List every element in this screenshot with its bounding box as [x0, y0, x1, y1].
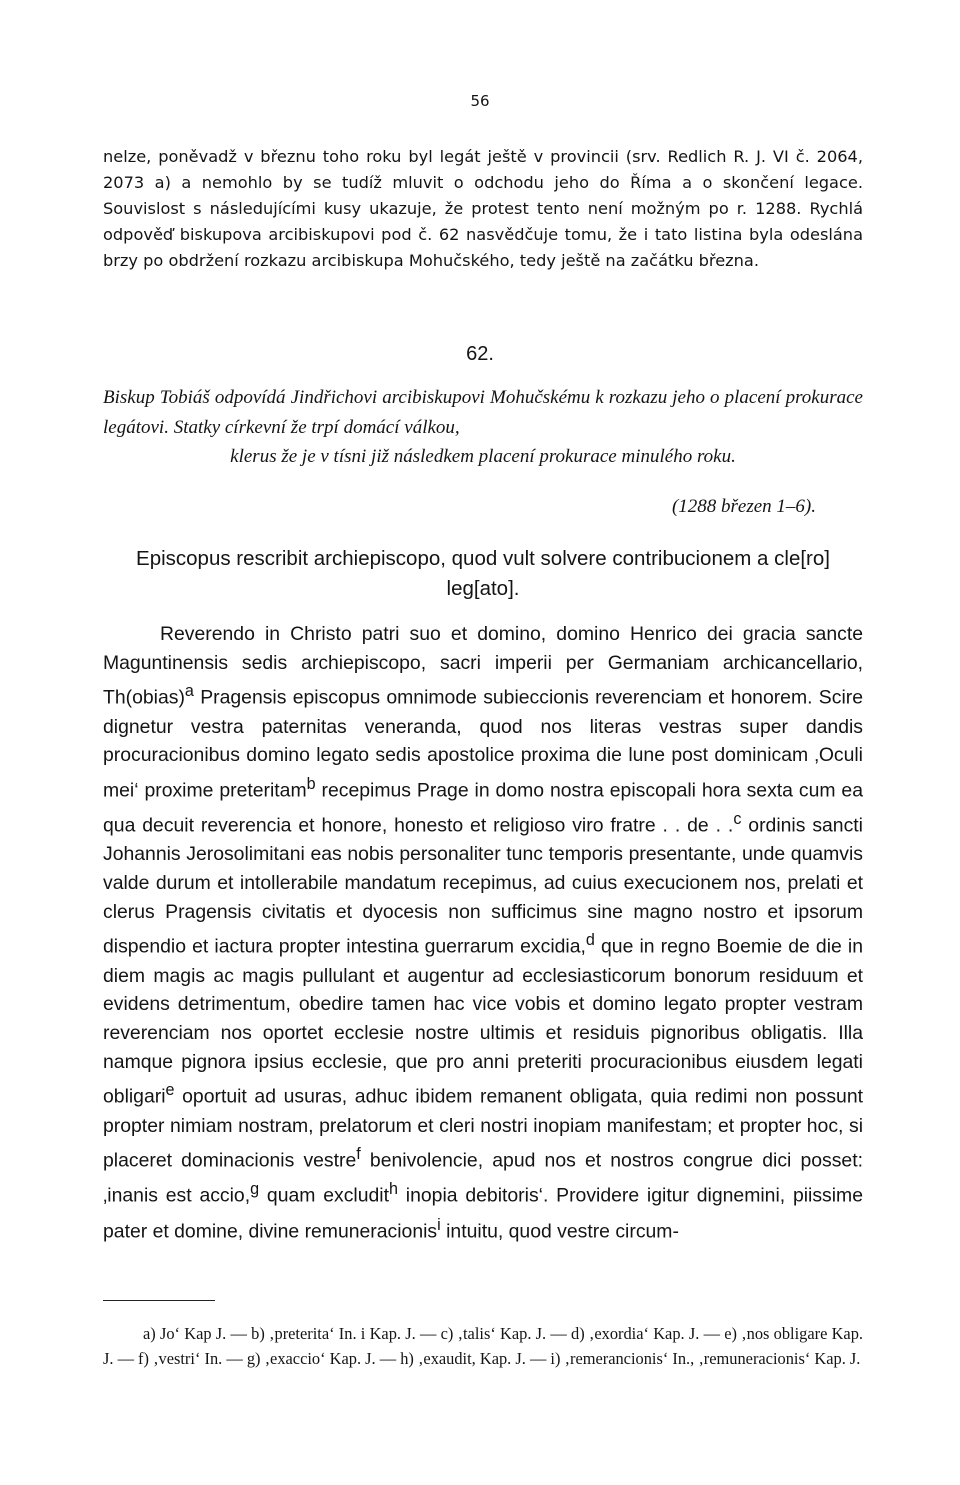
body-segment: ordinis sancti Johannis Jerosolimitani eas nobis personaliter tunc temporis presentante, unde quamvis valde durum et intollerabile mandatum recepimus, ad cuius execucionem nos, prelati et clerus Pragensis civitatis et dyocesis non sufficimus sine magno nostro et ipsorum dispendio et iactura propter intestina guerrarum excidia, — [103, 814, 863, 958]
footnote-ref-f: f — [356, 1145, 361, 1164]
document-date: (1288 březen 1–6). — [671, 496, 816, 517]
page-number: 56 — [470, 92, 490, 110]
footnote-ref-b: b — [306, 774, 316, 793]
footnote-ref-g: g — [250, 1180, 260, 1199]
footnote-ref-i: i — [437, 1215, 441, 1234]
latin-summary: Episcopus rescribit archiepiscopo, quod vult solvere contribucionem a cle[ro] leg[ato]. — [136, 547, 830, 600]
document-number: 62. — [466, 343, 494, 365]
footnote-ref-e: e — [165, 1081, 175, 1100]
body-segment: benivolencie, apud nos et nostros congrue dici posset: ‚inanis est accio, — [103, 1149, 863, 1207]
regest-part-2: klerus že je v tísni již následkem placení prokurace minulého roku. — [230, 446, 736, 467]
regest-part-1: Biskup Tobiáš odpovídá Jindřichovi arcibiskupovi Mohučskému k rozkazu jeho o placení prokurace legátovi. Statky církevní že trpí domácí válkou, — [103, 387, 863, 438]
document-body — [103, 620, 863, 1246]
body-segment: recepimus Prage in domo nostra episcopali hora sexta cum ea qua decuit reverencia et honore, honesto et religioso viro fratre . . de . . — [103, 779, 863, 837]
footnote-ref-d: d — [585, 931, 595, 950]
intro-paragraph: nelze, poněvadž v březnu toho roku byl legát ještě v provincii (srv. Redlich R. J. VI č. 2064, 2073 a) a nemohlo by se tudíž mluvit o odchodu jeho do Říma a o skončení legace. Souvislost s následujícími kusy ukazuje, že protest tento není možným po r. 1288. Rychlá odpověď biskupova arcibiskupovi pod č. 62 nasvědčuje tomu, že i tato listina byla odeslána brzy po obdržení rozkazu arcibiskupa Mohučského, tedy ještě na začátku března. — [103, 147, 863, 270]
body-segment: oportuit ad usuras, adhuc ibidem remanent obligata, quia redimi non possunt propter nimiam nostram, prelatorum et cleri nostri inopiam manifestam; et propter hoc, si placeret dominacionis vestre — [103, 1085, 863, 1172]
body-segment: Reverendo in Christo patri suo et domino, domino Henrico dei gracia sancte Maguntinensis sedis archiepiscopo, sacri imperii per Germaniam archicancellario, Th(obias) — [103, 623, 863, 709]
regest-heading — [103, 383, 863, 472]
footnote-ref-c: c — [733, 810, 742, 829]
body-segment: que in regno Boemie de die in diem magis ac magis pullulant et augentur ad ecclesiasticorum bonorum residuum et evidens detrimentum, obedire tamen hac vice vobis et domino legato propter vestram reverenciam nos oportet ecclesie nostre ultimis et residuis pignoribus obligatis. Illa namque pignora ipsius ecclesie, que pro anni preteriti procuracionibus eiusdem legati obligari — [103, 935, 863, 1108]
footnote-ref-a: a — [184, 682, 194, 701]
body-segment: quam excludit — [259, 1184, 389, 1207]
footnote-rule — [103, 1300, 215, 1301]
footnotes: a) Jo‘ Kap J. — b) ‚preterita‘ In. i Kap. J. — c) ‚talis‘ Kap. J. — d) ‚exordia‘ Kap. J. — e) ‚nos obligare Kap. J. — f) ‚vestri‘ In. — g) ‚exaccio‘ Kap. J. — h) ‚exaudit, Kap. J. — i) ‚remerancionis‘ In., ‚remuneracionis‘ Kap. J. — [103, 1324, 863, 1368]
body-segment: intuitu, quod vestre circum- — [440, 1220, 679, 1243]
footnote-ref-h: h — [388, 1180, 398, 1199]
body-segment: inopia debitoris‘. Providere igitur dignemini, piissime pater et domine, divine remuneracionis — [103, 1184, 863, 1243]
body-segment: Pragensis episcopus omnimode subieccionis reverenciam et honorem. Scire dignetur vestra paternitas veneranda, quod nos literas vestras super dandis procuracionibus domino legato sedis apostolice proxima die lune post dominicam ‚Oculi mei‘ proxime preteritam — [103, 686, 863, 802]
